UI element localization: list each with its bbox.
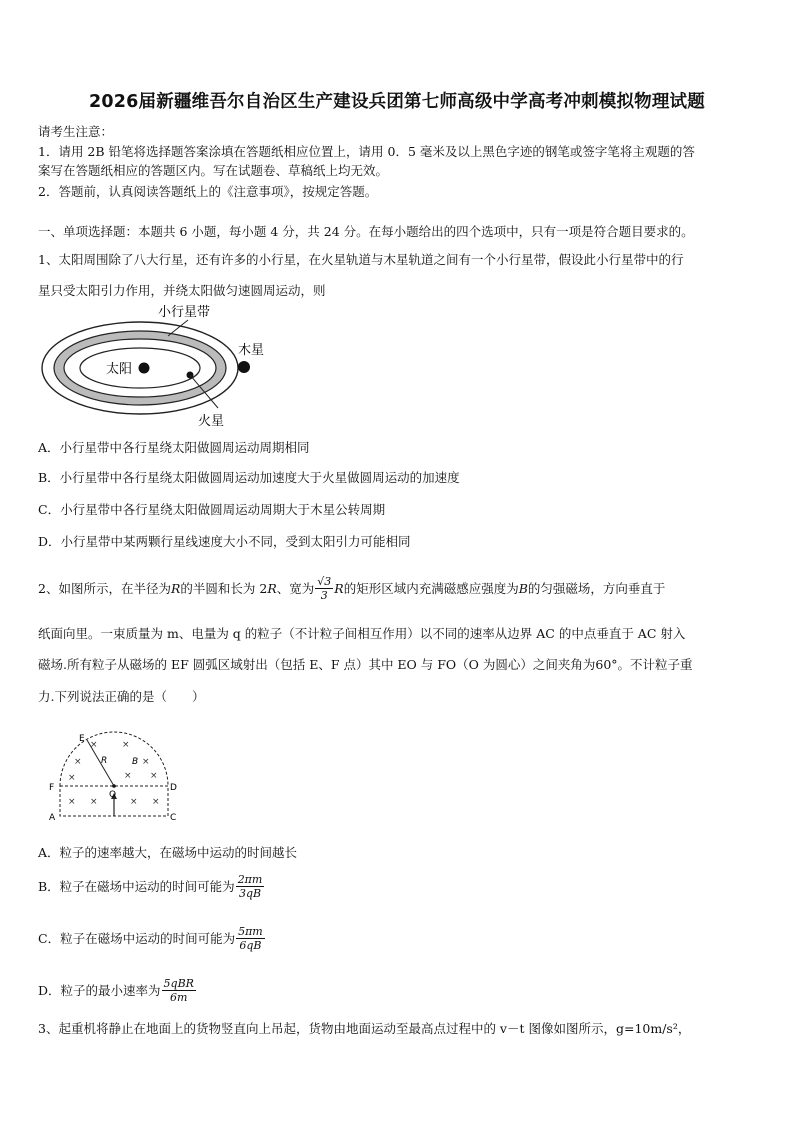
q2-B: B [518, 580, 528, 596]
q2-stem-line-3: 磁场.所有粒子从磁场的 EF 圆弧区域射出（包括 E、F 点）其中 EO 与 FO（O 为圆心）之间夹角为60°。不计粒子重 [38, 657, 693, 672]
q2-text-1: 2、如图所示，在半径为 [38, 581, 171, 596]
belt-label: 小行星带 [158, 305, 211, 320]
q2-stem-line-4: 力.下列说法正确的是（ ） [38, 689, 205, 704]
q2-stem [38, 568, 665, 608]
jupiter-label: 木星 [238, 343, 265, 358]
q2-stem-line-2: 纸面向里。一束质量为 m、电量为 q 的粒子（不计粒子间相互作用）以不同的速率从边界 AC 的中点垂直于 AC 射入 [38, 626, 686, 641]
q1-option-c[interactable]: C．小行星带中各行星绕太阳做圆周运动周期大于木星公转周期 [38, 502, 386, 517]
label-o: O [109, 790, 117, 800]
magnetic-field-diagram [46, 730, 186, 822]
svg-text:×: × [152, 797, 160, 807]
sun-dot [139, 363, 150, 374]
q2-option-a[interactable]: A．粒子的速率越大，在磁场中运动的时间越长 [38, 845, 298, 860]
q2-option-c[interactable]: C．粒子在磁场中运动的时间可能为 $\frac{5\pi m}{6qB}$ [38, 924, 263, 952]
q1-stem: 1、太阳周围除了八大行星，还有许多的小行星，在火星轨道与木星轨道之间有一个小行星带，假设此小行星带中的行 [38, 252, 684, 267]
notice-item-2: 2．答题前，认真阅读答题纸上的《注意事项》，按规定答题。 [38, 184, 378, 199]
mars-label: 火星 [198, 414, 225, 429]
q2-text-5: 的匀强磁场，方向垂直于 [527, 581, 666, 596]
label-r: R [101, 756, 108, 766]
q2-width-fraction: $\frac{√3}{3}$ [317, 574, 332, 602]
center-o [112, 784, 116, 788]
svg-text:×: × [90, 797, 98, 807]
q1-option-d[interactable]: D．小行星带中某两颗行星线速度大小不同，受到太阳引力可能相同 [38, 534, 411, 549]
label-c: C [170, 813, 177, 822]
q3-stem: 3、起重机将静止在地面上的货物竖直向上吊起，货物由地面运动至最高点过程中的 v－t 图像如图所示，g=10m/s²， [38, 1021, 691, 1036]
q2-text-2: 的半圆和长为 2 [180, 581, 268, 596]
q2-R1: R [170, 580, 181, 596]
q2-R3: R [334, 580, 344, 596]
page-title: 2026届新疆维吾尔自治区生产建设兵团第七师高级中学高考冲刺模拟物理试题 [89, 92, 705, 112]
q1-stem-cont: 星只受太阳引力作用，并绕太阳做匀速圆周运动，则 [38, 283, 326, 298]
q2-text-4: 的矩形区域内充满磁感应强度为 [343, 581, 519, 596]
belt-leader [168, 320, 188, 336]
q2-option-b[interactable]: B．粒子在磁场中运动的时间可能为 $\frac{2\pi m}{3qB}$ [38, 872, 263, 900]
q1-option-a[interactable]: A．小行星带中各行星绕太阳做圆周运动周期相同 [38, 440, 310, 455]
orbit-diagram [38, 300, 278, 432]
svg-text:×: × [124, 771, 132, 781]
section-heading: 一、单项选择题：本题共 6 小题，每小题 4 分，共 24 分。在每小题给出的四个选项中，只有一项是符合题目要求的。 [38, 224, 694, 239]
q1-option-b[interactable]: B．小行星带中各行星绕太阳做圆周运动加速度大于火星做圆周运动的加速度 [38, 470, 460, 485]
svg-text:×: × [142, 757, 150, 767]
label-f: F [49, 783, 55, 793]
label-a: A [49, 813, 56, 822]
label-d: D [170, 783, 177, 793]
svg-text:×: × [74, 757, 82, 767]
svg-text:×: × [150, 771, 158, 781]
q2-R2: R [267, 580, 277, 596]
jupiter-dot [238, 361, 250, 373]
q2-text-3: 、宽为 [276, 581, 315, 596]
notice-heading: 请考生注意： [38, 124, 114, 139]
sun-label: 太阳 [106, 362, 133, 377]
svg-text:×: × [68, 773, 76, 783]
label-b: B [132, 757, 139, 767]
notice-item-1: 1．请用 2B 铅笔将选择题答案涂填在答题纸相应位置上，请用 0．5 毫米及以上黑色字迹的钢笔或签字笔将主观题的答 [38, 144, 695, 159]
q2-option-d[interactable]: D．粒子的最小速率为 $\frac{\text{5qBR}}{6m}$ [38, 976, 194, 1004]
svg-text:×: × [90, 740, 98, 750]
notice-item-1-cont: 案写在答题纸相应的答题区内。写在试题卷、草稿纸上均无效。 [38, 163, 389, 178]
svg-text:×: × [122, 740, 130, 750]
svg-text:×: × [68, 797, 76, 807]
label-e: E [79, 734, 85, 744]
svg-text:×: × [130, 797, 138, 807]
